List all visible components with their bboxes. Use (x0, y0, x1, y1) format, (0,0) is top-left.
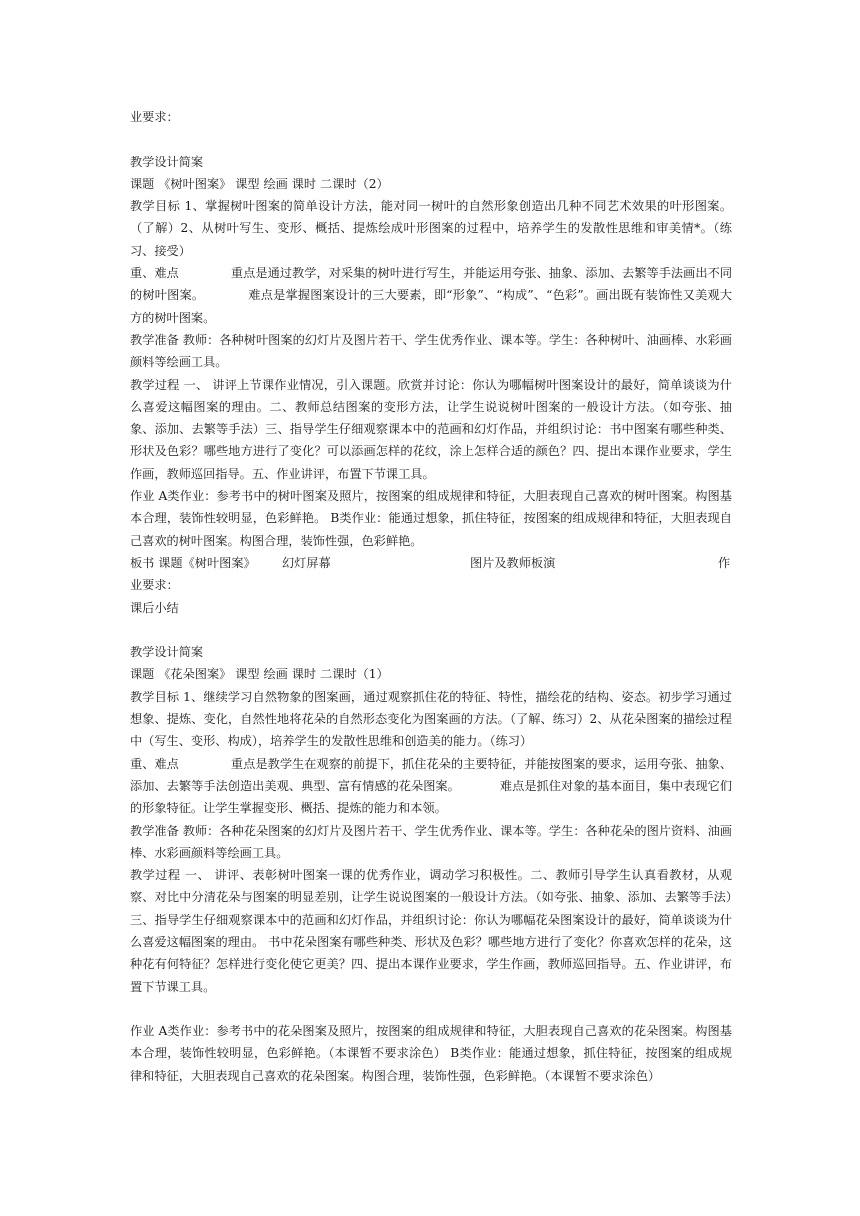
section1-difficulty: 难点是掌握图案设计的三大要素，即“形象”、“构成”、“色彩”。画出既有装饰性又美观大方的树叶图案。 (130, 288, 732, 325)
section2-homework: 作业 A类作业：参考书中的花朵图案及照片，按图案的组成规律和特征，大胆表现自己喜欢的花朵图案。构图基本合理，装饰性较明显，色彩鲜艳。（本课暂不要求涂色） B类作业：能通过想象，抓住特征，按图案的组成规律和特征，大胆表现自己喜欢的花朵图案。构图合理，装饰性强，色彩鲜艳。（本课暂不要求涂色） (130, 1024, 732, 1083)
section2-process: 教学过程 一、 讲评、表彰树叶图案一课的优秀作业，调动学习积极性。二、教师引导学生认真看教材，从观察、对比中分清花朵与图案的明显差别，让学生说说图案的一般设计方法。（如夸张、抽象、添加、去繁等手法）三、指导学生仔细观察课本中的范画和幻灯作品，并组织讨论：你认为哪幅花朵图案设计的最好，简单谈谈为什么喜爱这幅图案的理由。 书中花朵图案有哪些种类、形状及色彩？哪些地方进行了变化？你喜欢怎样的花朵，这种花有何特征？怎样进行变化使它更美？四、提出本课作业要求，学生作画，教师巡回指导。五、作业讲评，布置下节课工具。 (130, 868, 732, 994)
section1-key-difficulty (130, 262, 732, 329)
section1-board-images: 图片及教师板演 (470, 555, 556, 570)
section2-heading: 教学设计简案 (130, 645, 204, 660)
section2-key-difficulty (130, 753, 732, 820)
section2-difficulty: 难点是抓住对象的基本面目，集中表现它们的形象特征。让学生掌握变形、概括、提炼的能力和本领。 (130, 778, 733, 816)
section1-board-work: 作 (718, 555, 731, 570)
section2-objectives: 教学目标 1、继续学习自然物象的图案画，通过观察抓住花的特征、特性，描绘花的结构、姿态。初步学习通过想象、提炼、变化，自然性地将花朵的自然形态变化为图案画的方法。（了解、练习）2、从花朵图案的描绘过程中（写生、变形、构成），培养学生的发散性思维和创造美的能力。（练习） (130, 689, 732, 749)
section1-key-points: 重点是通过教学，对采集的树叶进行写生，并能运用夸张、抽象、添加、去繁等手法画出不同的树叶图案。 (130, 266, 733, 303)
section1-homework: 作业 A类作业：参考书中的树叶图案及照片，按图案的组成规律和特征，大胆表现自己喜欢的树叶图案。构图基本合理，装饰性较明显，色彩鲜艳。 B类作业：能通过想象，抓住特征，按图案的组成规律和特征，大胆表现自己喜欢的树叶图案。构图合理，装饰性强，色彩鲜艳。 (130, 489, 732, 548)
section2-course: 课题 《花朵图案》 课型 绘画 课时 二课时（1） (130, 667, 389, 682)
section1-board-slides: 幻灯屏幕 (282, 555, 331, 570)
section1-board-label: 板书 课题《树叶图案》 (130, 555, 256, 570)
section1-heading: 教学设计简案 (130, 154, 204, 169)
section1-objectives: 教学目标 1、掌握树叶图案的简单设计方法，能对同一树叶的自然形象创造出几种不同艺术效果的叶形图案。（了解）2、从树叶写生、变形、概括、提炼绘成叶形图案的过程中，培养学生的发散性思维和审美情*。（练习、接受） (130, 199, 732, 258)
section1-key-label: 重、难点 (130, 266, 179, 281)
section1-board-work2: 业要求： (130, 578, 179, 593)
document-page (130, 106, 732, 1087)
section1-course: 课题 《树叶图案》 课型 绘画 课时 二课时（2） (130, 176, 389, 191)
section2-key-points: 重点是教学生在观察的前提下，抓住花朵的主要特征，并能按图案的要求，运用夸张、抽象、添加、去繁等手法创造出美观、典型、富有情感的花朵图案。 (130, 756, 733, 793)
section1-process: 教学过程 一、 讲评上节课作业情况，引入课题。欣赏并讨论：你认为哪幅树叶图案设计的最好，简单谈谈为什么喜爱这幅图案的理由。二、教师总结图案的变形方法，让学生说说树叶图案的一般设计方法。（如夸张、抽象、添加、去繁等手法）三、指导学生仔细观察课本中的范画和幻灯作品，并组织讨论：书中图案有哪些种类、形状及色彩？哪些地方进行了变化？可以添画怎样的花纹，涂上怎样合适的颜色？四、提出本课作业要求，学生作画，教师巡回指导。五、作业讲评，布置下节课工具。 (130, 377, 732, 481)
section2-key-label: 重、难点 (130, 756, 179, 771)
top-fragment: 业要求： (130, 110, 179, 124)
section2-preparation: 教学准备 教师：各种花朵图案的幻灯片及图片若干、学生优秀作业、课本等。学生：各种花朵的图片资料、油画棒、水彩画颜料等绘画工具。 (130, 823, 732, 860)
section1-board (130, 552, 732, 574)
section1-preparation: 教学准备 教师：各种树叶图案的幻灯片及图片若干、学生优秀作业、课本等。学生：各种树叶、油画棒、水彩画颜料等绘画工具。 (130, 332, 732, 370)
section1-summary: 课后小结 (130, 600, 179, 615)
